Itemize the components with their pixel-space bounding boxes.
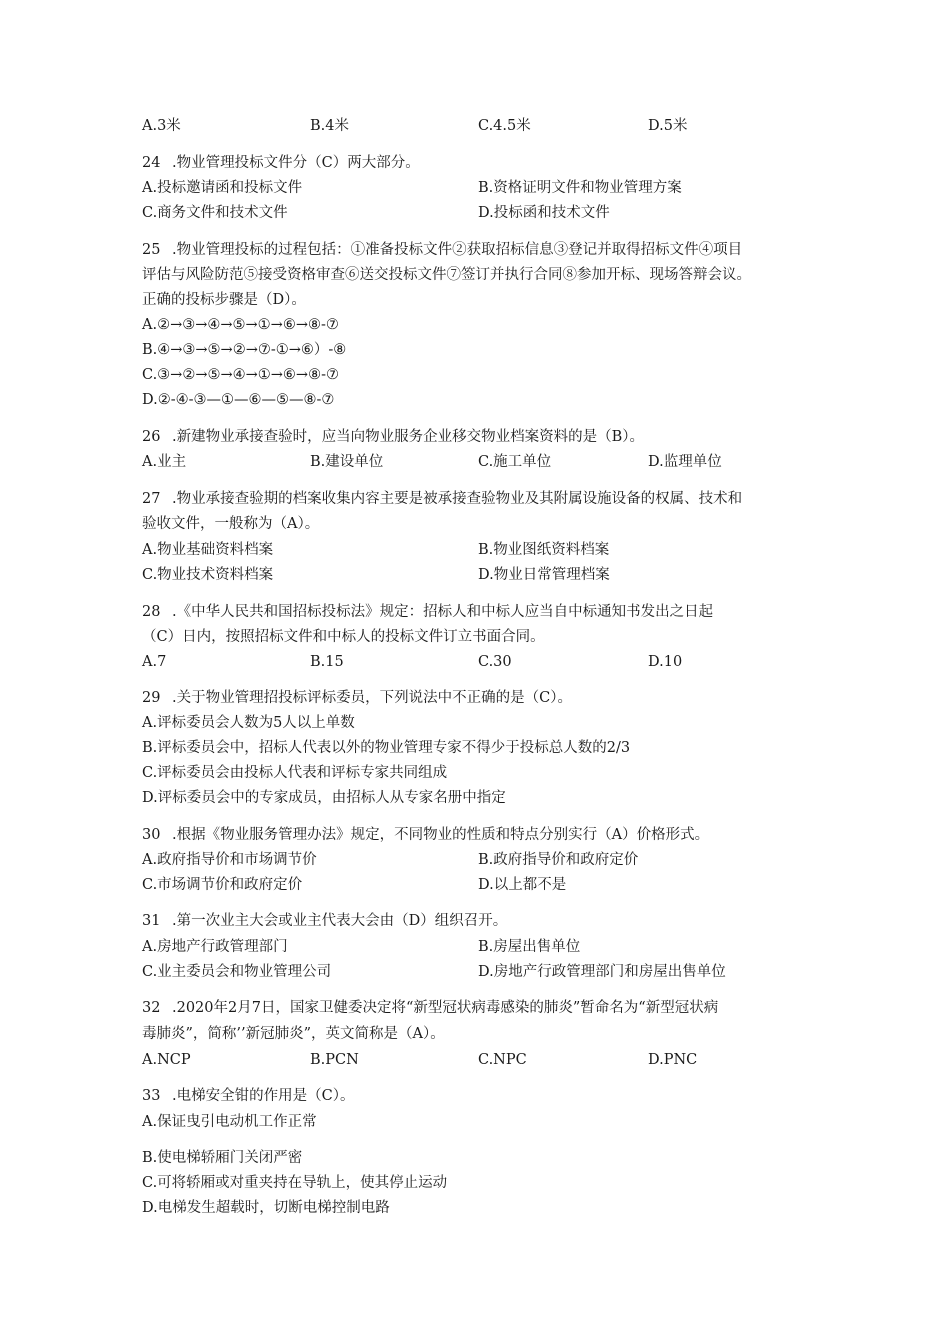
question-text: .物业管理投标的过程包括：①准备投标文件②获取招标信息③登记并取得招标文件④项目: [172, 242, 743, 258]
option: B.房屋出售单位: [478, 939, 581, 955]
question-text: .电梯安全钳的作用是（C）。: [172, 1088, 355, 1104]
option: B.评标委员会中，招标人代表以外的物业管理专家不得少于投标总人数的2/3: [142, 740, 631, 756]
option: B.建设单位: [310, 454, 384, 470]
question-27: [142, 489, 742, 509]
question-30: [142, 825, 709, 845]
question-number: 31: [142, 913, 161, 929]
option: D.物业日常管理档案: [478, 567, 610, 583]
option: D.5米: [648, 118, 688, 134]
option: A.物业基础资料档案: [142, 542, 274, 558]
option: B.使电梯轿厢门关闭严密: [142, 1150, 303, 1166]
option: C.业主委员会和物业管理公司: [142, 964, 332, 980]
question-number: 29: [142, 690, 161, 706]
question-text: （C）日内，按照招标文件和中标人的投标文件订立书面合同。: [142, 629, 545, 645]
option: A.保证曳引电动机工作正常: [142, 1114, 317, 1130]
option: A.NCP: [142, 1052, 191, 1068]
option: B.PCN: [310, 1052, 359, 1068]
question-text: .2020年2月7日，国家卫健委决定将“新型冠状病毒感染的肺炎”暂命名为“新型冠状病: [172, 1000, 719, 1016]
option: C.4.5米: [478, 118, 531, 134]
option: D.评标委员会中的专家成员，由招标人从专家名册中指定: [142, 790, 506, 806]
option: C.物业技术资料档案: [142, 567, 274, 583]
option: A.房地产行政管理部门: [142, 939, 288, 955]
question-number: 30: [142, 827, 161, 843]
question-text: .物业管理投标文件分（C）两大部分。: [172, 155, 420, 171]
question-number: 28: [142, 604, 161, 620]
question-number: 26: [142, 429, 161, 445]
option: A.评标委员会人数为5人以上单数: [142, 715, 355, 731]
option: C.市场调节价和政府定价: [142, 877, 303, 893]
option: B.物业图纸资料档案: [478, 542, 610, 558]
option: D.10: [648, 654, 683, 670]
option: C.NPC: [478, 1052, 527, 1068]
option: C.可将轿厢或对重夹持在导轨上，使其停止运动: [142, 1175, 448, 1191]
question-31: [142, 911, 507, 931]
question-text: 毒肺炎”，简称’’新冠肺炎”，英文简称是（A）。: [142, 1026, 445, 1042]
question-29: [142, 688, 572, 708]
option: D.投标函和技术文件: [478, 205, 610, 221]
question-33: [142, 1086, 354, 1106]
question-number: 27: [142, 491, 161, 507]
option: D.②-④-③—①—⑥—⑤—⑧-⑦: [142, 392, 335, 408]
question-text: 正确的投标步骤是（D）。: [142, 292, 306, 308]
option: C.施工单位: [478, 454, 552, 470]
question-text: .新建物业承接查验时，应当向物业服务企业移交物业档案资料的是（B）。: [172, 429, 645, 445]
question-number: 32: [142, 1000, 161, 1016]
question-text: 验收文件，一般称为（A）。: [142, 516, 320, 532]
option: C.30: [478, 654, 512, 670]
question-text: .《中华人民共和国招标投标法》规定：招标人和中标人应当自中标通知书发出之日起: [172, 604, 714, 620]
question-26: [142, 427, 644, 447]
question-text: .物业承接查验期的档案收集内容主要是被承接查验物业及其附属设施设备的权属、技术和: [172, 491, 743, 507]
question-number: 33: [142, 1088, 161, 1104]
question-24: [142, 153, 420, 173]
option: C.评标委员会由投标人代表和评标专家共同组成: [142, 765, 448, 781]
question-number: 24: [142, 155, 161, 171]
question-25: [142, 240, 742, 260]
option: B.4米: [310, 118, 349, 134]
question-text: .第一次业主大会或业主代表大会由（D）组织召开。: [172, 913, 508, 929]
option: A.政府指导价和市场调节价: [142, 852, 317, 868]
question-number: 25: [142, 242, 161, 258]
option: D.房地产行政管理部门和房屋出售单位: [478, 964, 726, 980]
question-32: [142, 998, 718, 1018]
option: D.电梯发生超载时，切断电梯控制电路: [142, 1200, 390, 1216]
option: D.监理单位: [648, 454, 722, 470]
option: A.业主: [142, 454, 187, 470]
option: A.投标邀请函和投标文件: [142, 180, 303, 196]
question-text: .关于物业管理招投标评标委员，下列说法中不正确的是（C）。: [172, 690, 572, 706]
question-text: .根据《物业服务管理办法》规定，不同物业的性质和特点分别实行（A）价格形式。: [172, 827, 710, 843]
option: D.PNC: [648, 1052, 698, 1068]
option: A.②→③→④→⑤→①→⑥→⑧-⑦: [142, 317, 339, 333]
question-28: [142, 602, 713, 622]
option: B.政府指导价和政府定价: [478, 852, 639, 868]
option: B.④→③→⑤→②→⑦-①→⑥）-⑧: [142, 342, 347, 358]
option: B.资格证明文件和物业管理方案: [478, 180, 682, 196]
option: C.商务文件和技术文件: [142, 205, 288, 221]
question-text: 评估与风险防范⑤接受资格审查⑥送交投标文件⑦签订并执行合同⑧参加开标、现场答辩会议。: [142, 267, 751, 283]
option: A.3米: [142, 118, 181, 134]
option: C.③→②→⑤→④→①→⑥→⑧-⑦: [142, 367, 339, 383]
option: D.以上都不是: [478, 877, 567, 893]
option: A.7: [142, 654, 167, 670]
option: B.15: [310, 654, 344, 670]
